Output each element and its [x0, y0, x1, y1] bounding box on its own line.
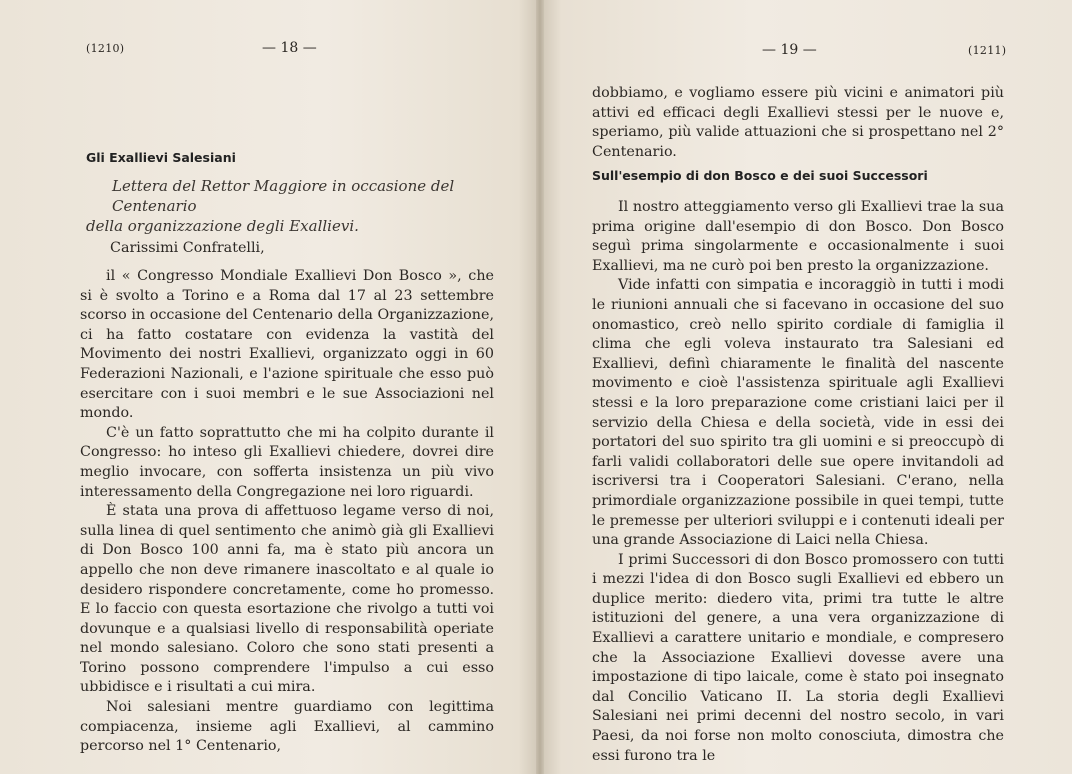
right-continuation-text	[592, 84, 1004, 162]
paragraph: È stata una prova di affettuoso legame verso di noi, sulla linea di quel sentimento che animò già gli Exallievi di Don Bosco 100 anni fa, ma è stato più ancora un appello che non deve rimanere inascoltato e al quale io desidero rispondere concretamente, come ho promesso. E lo faccio con questa esortazione che rivolgo a tutti voi dovunque e a qualsiasi livello di responsabilità operiate nel mondo salesiano. Coloro che sono stati presenti a Torino possono comprendere l'impulso a cui esso ubbidisce e i risultati a cui mira.	[80, 503, 494, 696]
paragraph: dobbiamo, e vogliamo essere più vicini e animatori più attivi ed efficaci degli Exallievi stessi per le nuove e, speriamo, più valide attuazioni che si prospettano nel 2° Centenario.	[592, 85, 1004, 160]
left-page-number: — 18 —	[262, 40, 317, 56]
left-body-text	[80, 267, 494, 757]
right-section-title: Sull'esempio di don Bosco e dei suoi Successori	[592, 168, 928, 183]
letter-subtitle-line-1: Lettera del Rettor Maggiore in occasione del Centenario	[112, 177, 455, 215]
book-gutter	[536, 0, 544, 774]
paragraph: il « Congresso Mondiale Exallievi Don Bosco », che si è svolto a Torino e a Roma dal 17 al 23 settembre scorso in occasione del Centenario della Organizzazione, ci ha fatto costatare con evidenza la vastità del Movimento dei nostri Exallievi, organizzato oggi in 60 Federazioni Nazionali, e l'azione spirituale che esso può esercitare con i suoi membri e le sue Associazioni nel mondo.	[80, 268, 494, 422]
paragraph: Noi salesiani mentre guardiamo con legittima compiacenza, insieme agli Exallievi, al cammino percorso nel 1° Centenario,	[80, 699, 494, 755]
salutation: Carissimi Confratelli,	[110, 240, 265, 256]
left-page-code: (1210)	[86, 42, 125, 55]
right-page-code: (1211)	[968, 44, 1007, 57]
left-section-title: Gli Exallievi Salesiani	[86, 150, 236, 165]
right-page-number: — 19 —	[762, 42, 817, 58]
paragraph: Il nostro atteggiamento verso gli Exallievi trae la sua prima origine dall'esempio di don Bosco. Don Bosco seguì prima singolarmente e occasionalmente i suoi Exallievi, ma ne curò poi ben presto la organizzazione.	[592, 199, 1004, 274]
paragraph: Vide infatti con simpatia e incoraggiò in tutti i modi le riunioni annuali che si facevano in occasione del suo onomastico, creò nello spirito cordiale di famiglia il clima che egli voleva instaurato tra Salesiani ed Exallievi, definì chiaramente le finalità del nascente movimento e cioè l'assistenza spirituale agli Exallievi stessi e la loro preparazione come cristiani laici per il servizio della Chiesa e della società, vide in essi dei portatori del suo spirito tra gli uomini e si preoccupò di farli validi collaboratori delle sue opere invitandoli ad iscriversi tra i Cooperatori Salesiani. C'erano, nella primordiale organizzazione possibile in quei tempi, tutte le premesse per ulteriori sviluppi e i contenuti ideali per una grande Associazione di Laici nella Chiesa.	[592, 277, 1004, 549]
right-page	[540, 0, 1072, 774]
letter-subtitle-line-2: della organizzazione degli Exallievi.	[86, 217, 359, 235]
paragraph: C'è un fatto soprattutto che mi ha colpito durante il Congresso: ho inteso gli Exallievi chiedere, dovrei dire meglio invocare, con sofferta insistenza un più vivo interessamento della Congregazione nei loro riguardi.	[80, 424, 494, 500]
right-body-text	[592, 198, 1004, 766]
paragraph: I primi Successori di don Bosco promossero con tutti i mezzi l'idea di don Bosco sugli Exallievi ed ebbero un duplice merito: diedero vita, primi tra tutte le altre istituzioni del genere, a una vera organizzazione di Exallievi a carattere unitario e mondiale, e compresero che la Associazione Exallievi dovesse avere una impostazione di tipo laicale, come è stato poi insegnato dal Concilio Vaticano II. La storia degli Exallievi Salesiani nei primi decenni del nostro secolo, in vari Paesi, da noi forse non molto conosciuta, dimostra che essi furono tra le	[592, 551, 1004, 764]
letter-subtitle	[86, 176, 502, 236]
